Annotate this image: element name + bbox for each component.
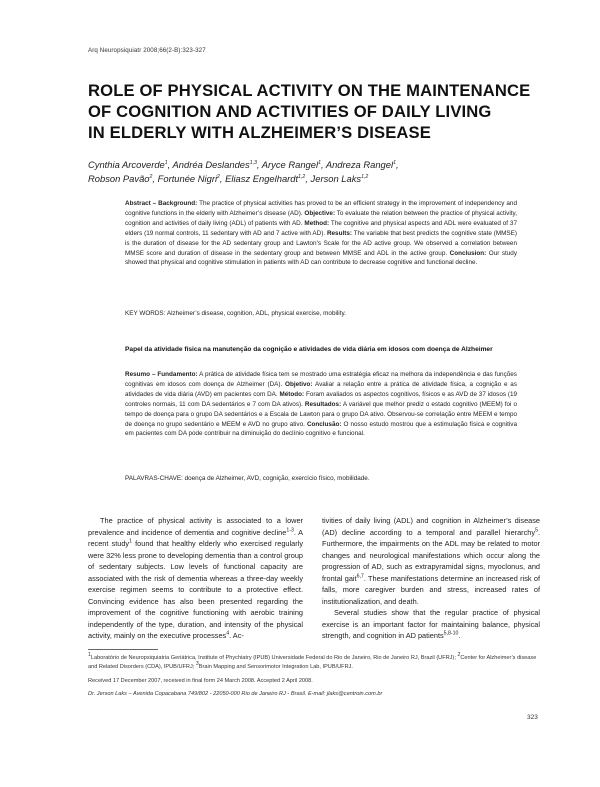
journal-citation: Arq Neuropsiquiatr 2008;66(2-B):323-327 — [88, 47, 206, 54]
author-list — [88, 158, 518, 186]
abstract-conclusion-label: Conclusion: — [449, 249, 487, 257]
body-paragraph: tivities of daily living (ADL) and cognition in Alzheimer’s disease (AD) decline according to a temporal and parallel hierarchy$^5$. Furthermore, the impairments on the ADL may be related to motor changes and neurological manifestations which occur along the progression of AD, such as extrapyramidal signs, myoclonus, and frontal gait$^{6,7}$. These manifestations determine an increased risk of falls, more caregiver burden and stress, increased rates of institutionalization, and death. — [322, 516, 540, 606]
body-column-right — [322, 515, 540, 642]
portuguese-title: Papel da atividade física na manutenção da cognição e atividades de vida diária em idosos com doença de Alzheimer — [125, 346, 493, 353]
article-title — [88, 80, 548, 143]
affiliations-footnote: $^1$Laboratório de Neuropsiquiatria Geriátrica, Institute of Phychiatry (IPUB) Universidade Federal do Rio de Janeiro, Rio de Janeiro RJ, Brazil (UFRJ); $^2$Center for Alzheimer’s disease and Related Disorders (CDA), IPUB/UFRJ; $^3$Brain Mapping and Sensorimotor Integration Lab, IPUB/UFRJ. — [88, 652, 537, 670]
author: Jerson Laks$^{1,2}$ — [310, 173, 369, 184]
abstract-method-label: Method: — [304, 219, 330, 227]
title-line: ROLE OF PHYSICAL ACTIVITY ON THE MAINTENANCE — [88, 81, 531, 100]
author: Eliasz Engelhardt$^{1,2}$, — [225, 173, 311, 184]
body-paragraph: Several studies show that the regular practice of physical exercise is an important factor for maintaining balance, physical strength, and cognition in AD patients$^{5,8-10}$. — [322, 608, 540, 640]
footnote-divider — [88, 649, 158, 650]
title-line: IN ELDERLY WITH ALZHEIMER’S DISEASE — [88, 123, 431, 142]
page-number: 323 — [527, 714, 538, 721]
abstract-objective-label: Objective: — [304, 209, 336, 217]
palavras-chave: PALAVRAS-CHAVE: doença de Alzheimer, AVD, cognição, exercício físico, mobilidade. — [125, 475, 370, 482]
keywords: KEY WORDS: Alzheimer’s disease, cognition, ADL, physical exercise, mobility. — [125, 310, 346, 317]
author: Andreza Rangel$^1$, — [325, 159, 399, 170]
author: Andréa Deslandes$^{1,3}$, — [172, 159, 262, 170]
author: Robson Pavão$^2$, — [88, 173, 158, 184]
author: Cynthia Arcoverde$^1$, — [88, 159, 173, 170]
author: Fortunée Nigri$^2$, — [157, 173, 226, 184]
body-column-left — [88, 515, 303, 642]
correspondence-address: Dr. Jerson Laks – Avenida Copacabana 749/802 - 22050-000 Rio de Janeiro RJ - Brasil. E-mail: jlaks@centroin.com.br — [88, 691, 383, 697]
abstract-results-label: Results: — [326, 229, 352, 237]
author: Aryce Rangel$^1$, — [261, 159, 326, 170]
received-dates: Received 17 December 2007, received in final form 24 March 2008. Accepted 2 April 2008. — [88, 678, 313, 684]
abstract-background-label: Abstract – Background: — [125, 200, 198, 207]
resumo: Resumo – Fundamento: A prática de atividade física tem se mostrado uma estratégia eficaz na melhora da independência e das funções cognitivas em idosos com doença de Alzheimer (DA). Objetivo: Avaliar a relação entre a prática de atividade física, a cognição e as atividades de vida diária (AVD) em pacientes com DA. Método: Foram avaliados os aspectos cognitivos, físicos e as AVD de 37 idosos (19 controles normais, 11 com DA sedentários e 7 com DA ativos). Resultados: A variável que melhor prediz o estado cognitivo (MEEM) foi o tempo de doença para o grupo DA sedentários e a Escala de Lawton para o grupo DA ativo. Observou-se correlação entre MEEM e tempo de doença no grupo sedentário e MEEM e AVD no grupo ativo. Conclusão: O nosso estudo mostrou que a estimulação física e cognitiva em pacientes com DA pode contribuir na diminuição do declínio cognitivo e funcional. — [125, 371, 518, 438]
body-paragraph: The practice of physical activity is associated to a lower prevalence and incidence of dementia and cognitive decline$^{1-3}$. A recent study$^1$ found that healthy elderly who exercised regularly were 32% less prone to developing dementia than a control group of sedentary subjects. Low levels of functional capacity are associated with the risk of dementia whereas a three-day weekly exercise regimen seems to contribute to a protective effect. Convincing evidence has also been presented regarding the improvement of the cognitive functioning with aerobic training independently of the type, duration, and intensity of the physical activity, mainly on the executive processes$^4$. Ac- — [88, 516, 303, 640]
abstract: Abstract – Background: The practice of physical activities has proved to be an efficient strategy in the improvement of independency and cognitive functions in the elderly with Alzheimer’s disease (AD). Objective: To evaluate the relation between the practice of physical activity, cognition and activities of daily living (ADL) of patients with AD. Method: The cognitive and physical aspects and ADL were evaluated of 37 elders (19 normal controls, 11 sedentary with AD and 7 active with AD). Results: The variable that best predicts the cognitive state (MMSE) is the duration of disease for the AD sedentary group and Lawton’s Scale for the AD active group. We observed a correlation between MMSE score and duration of disease in the sedentary group and between MMSE and ADL in the active group. Conclusion: Our study showed that physical and cognitive stimulation in patients with AD can contribute to decrease cognitive and functional decline. — [125, 200, 518, 267]
title-line: OF COGNITION AND ACTIVITIES OF DAILY LIVING — [88, 102, 492, 121]
